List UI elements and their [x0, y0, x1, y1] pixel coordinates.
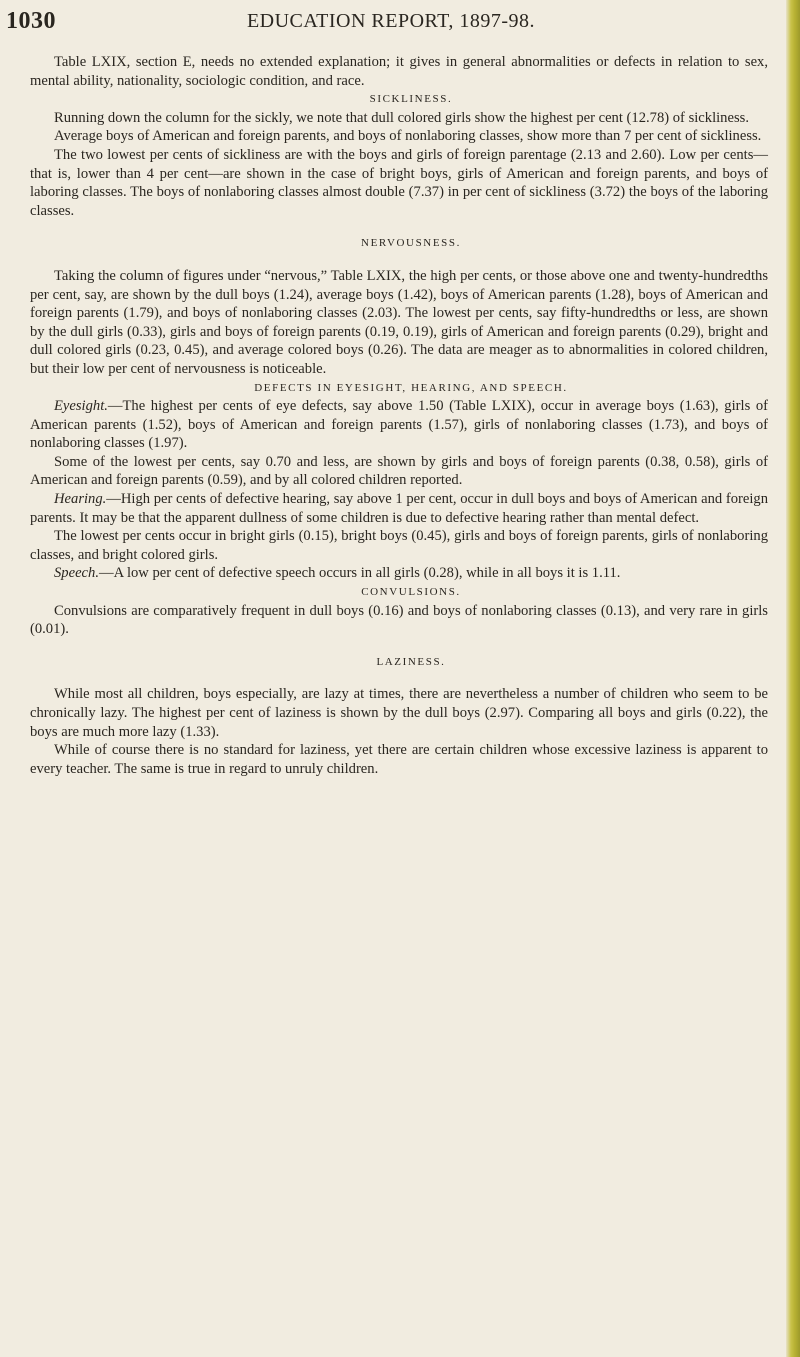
run-in-heading-speech: Speech.: [54, 565, 99, 582]
paragraph: The two lowest per cents of sickliness are with the boys and girls of foreign parentage (2.13 and 2.60). Low per cents—that is, lower than 4 per cent—are shown in the case of bright boys, girls of American and foreign parents, and boys of laboring classes. The boys of nonlaboring classes almost double (7.37) in per cent of sickliness (3.72) the boys of the laboring classes.: [30, 146, 768, 219]
section-heading-laziness: LAZINESS.: [376, 655, 446, 668]
eyesight-text: —The highest per cents of eye defects, say above 1.50 (Table LXIX), occur in average boys (1.63), girls of American parents (1.52), boys of American and foreign parents (1.57), girls of nonlaboring classes (1.73), and boys of nonlaboring classes (1.97).: [30, 398, 768, 452]
paragraph: While most all children, boys especially, are lazy at times, there are nevertheless a number of children who seem to be chronically lazy. The highest per cent of laziness is shown by the dull boys (2.97). Comparing all boys and girls (0.22), the boys are much more lazy (1.33).: [30, 686, 768, 740]
intro-paragraph: Table LXIX, section E, needs no extended explanation; it gives in general abnormalities or defects in relation to sex, mental ability, nationality, sociologic condition, and race.: [30, 54, 768, 89]
paragraph: Taking the column of figures under “nervous,” Table LXIX, the high per cents, or those above one and twenty-hundredths per cent, say, are shown by the dull boys (1.24), average boys (1.42), boys of American parents (1.28), boys of American and foreign parents (1.79), and boys of nonlaboring classes (2.03). The lowest per cents, say fifty-hundredths or less, are shown by the dull girls (0.33), girls and boys of foreign parents (0.19, 0.19), girls of American and foreign parents (0.29), bright and dull colored girls (0.23, 0.45), and average colored boys (0.26). The data are meager as to abnormalities in colored children, but their low per cent of nervousness is noticeable.: [30, 267, 768, 377]
body-text: [30, 53, 768, 778]
eyesight-paragraph: [30, 397, 768, 453]
paragraph: While of course there is no standard for laziness, yet there are certain children whose excessive laziness is apparent to every teacher. The same is true in regard to unruly children.: [30, 742, 768, 777]
paragraph: The lowest per cents occur in bright girls (0.15), bright boys (0.45), girls and boys of foreign parents, girls of nonlaboring classes, and bright colored girls.: [30, 528, 768, 563]
hearing-paragraph: [30, 490, 768, 527]
paragraph: Some of the lowest per cents, say 0.70 and less, are shown by girls and boys of foreign parents (0.38, 0.58), girls of American and foreign parents (0.59), and by all colored children reported.: [30, 453, 768, 489]
page-edge: [786, 0, 800, 1357]
speech-paragraph: [30, 564, 768, 583]
page-number: 1030: [6, 8, 56, 34]
section-heading-convulsions: CONVULSIONS.: [361, 586, 461, 599]
run-in-heading-eyesight: Eyesight.: [54, 398, 108, 415]
section-heading-sickliness: SICKLINESS.: [369, 93, 453, 106]
paragraph: Convulsions are comparatively frequent in dull boys (0.16) and boys of nonlaboring classes (0.13), and very rare in girls (0.01).: [30, 602, 768, 638]
paragraph: Running down the column for the sickly, we note that dull colored girls show the highest per cent (12.78) of sickliness.: [54, 109, 749, 126]
section-heading-defects: DEFECTS IN EYESIGHT, HEARING, AND SPEECH.: [254, 381, 568, 394]
running-head: EDUCATION REPORT, 1897-98.: [246, 10, 536, 32]
speech-text: —A low per cent of defective speech occurs in all girls (0.28), while in all boys it is 1.11.: [98, 565, 621, 582]
page-header: [6, 8, 776, 38]
section-heading-nervousness: NERVOUSNESS.: [361, 237, 461, 250]
run-in-heading-hearing: Hearing.: [54, 491, 107, 508]
paragraph: Average boys of American and foreign parents, and boys of nonlaboring classes, show more than 7 per cent of sickliness.: [54, 128, 762, 145]
hearing-text: —High per cents of defective hearing, say above 1 per cent, occur in dull boys and boys of American and foreign parents. It may be that the apparent dullness of some children is due to defective hearing rather than mental defect.: [30, 491, 768, 526]
